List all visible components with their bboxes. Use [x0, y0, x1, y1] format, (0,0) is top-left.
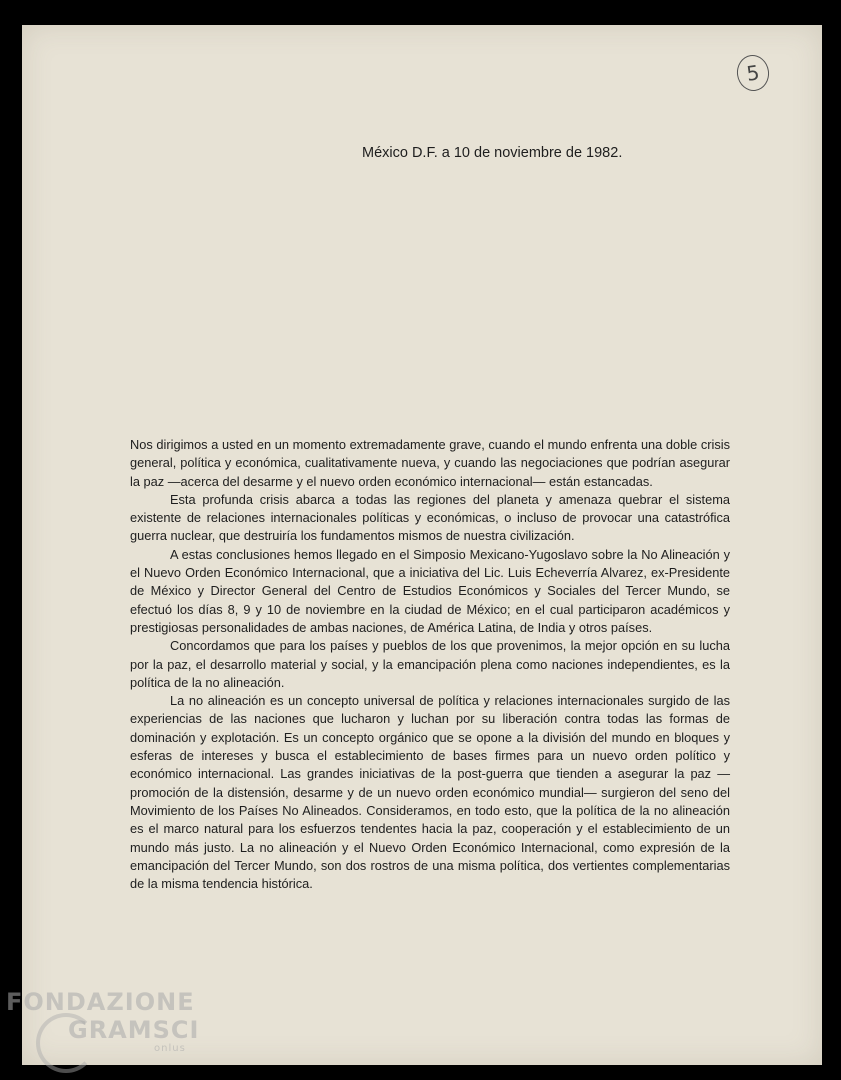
paragraph-5: La no alineación es un concepto universal de política y relaciones internacionales surgido de las experiencias de las naciones que lucharon y luchan por su liberación contra todas las formas de dominación y explotación. Es un concepto orgánico que se opone a la división del mundo en bloques y esferas de intereses y busca el establecimiento de bases firmes para un nuevo orden político y económico internacional. Las grandes iniciativas de la post-guerra que tienden a asegurar la paz —promoción de la distensión, desarme y de un nuevo orden económico mundial— surgieron del seno del Movimiento de los Países No Alineados. Consideramos, en todo esto, que la política de la no alineación es el marco natural para los esfuerzos tendentes hacia la paz, cooperación y el establecimiento de un mundo más justo. La no alineación y el Nuevo Orden Económico Internacional, como expresión de la emancipación del Tercer Mundo, son dos rostros de una misma política, dos vertientes complementarias de la misma tendencia histórica. — [130, 693, 730, 892]
watermark-line-2: GRAMSCI — [68, 1016, 200, 1044]
paragraph-2: Esta profunda crisis abarca a todas las regiones del planeta y amenaza quebrar el sistema existente de relaciones internacionales políticas y económicas, o incluso de provocar una catastrófica guerra nuclear, que destruiría los fundamentos mismos de nuestra civilización. — [130, 491, 730, 544]
dateline: México D.F. a 10 de noviembre de 1982. — [362, 145, 623, 161]
watermark-line-3: onlus — [154, 1043, 186, 1054]
paragraph-3: A estas conclusiones hemos llegado en el Simposio Mexicano-Yugoslavo sobre la No Alineación y el Nuevo Orden Económico Internacional, que a iniciativa del Lic. Luis Echeverría Alvarez, ex-Presidente de México y Director General del Centro de Estudios Económicos y Sociales del Tercer Mundo, se efectuó los días 8, 9 y 10 de noviembre en la ciudad de México; en el cual participaron académicos y prestigiosas personalidades de ambas naciones, de América Latina, de India y otros países. — [130, 546, 730, 635]
page-number: 5 — [735, 53, 772, 93]
watermark — [6, 988, 199, 1054]
watermark-line-1: FONDAZIONE — [6, 988, 195, 1016]
paragraph-4: Concordamos que para los países y pueblos de los que provenimos, la mejor opción en su lucha por la paz, el desarrollo material y social, y la emancipación plena como naciones independientes, es la política de la no alineación. — [130, 638, 730, 690]
letter-body — [130, 436, 730, 893]
paragraph-1: Nos dirigimos a usted en un momento extremadamente grave, cuando el mundo enfrenta una doble crisis general, política y económica, cualitativamente nueva, y cuando las negociaciones que podrían asegurar la paz —acerca del desarme y el nuevo orden económico internacional— están estancadas. — [130, 437, 730, 489]
